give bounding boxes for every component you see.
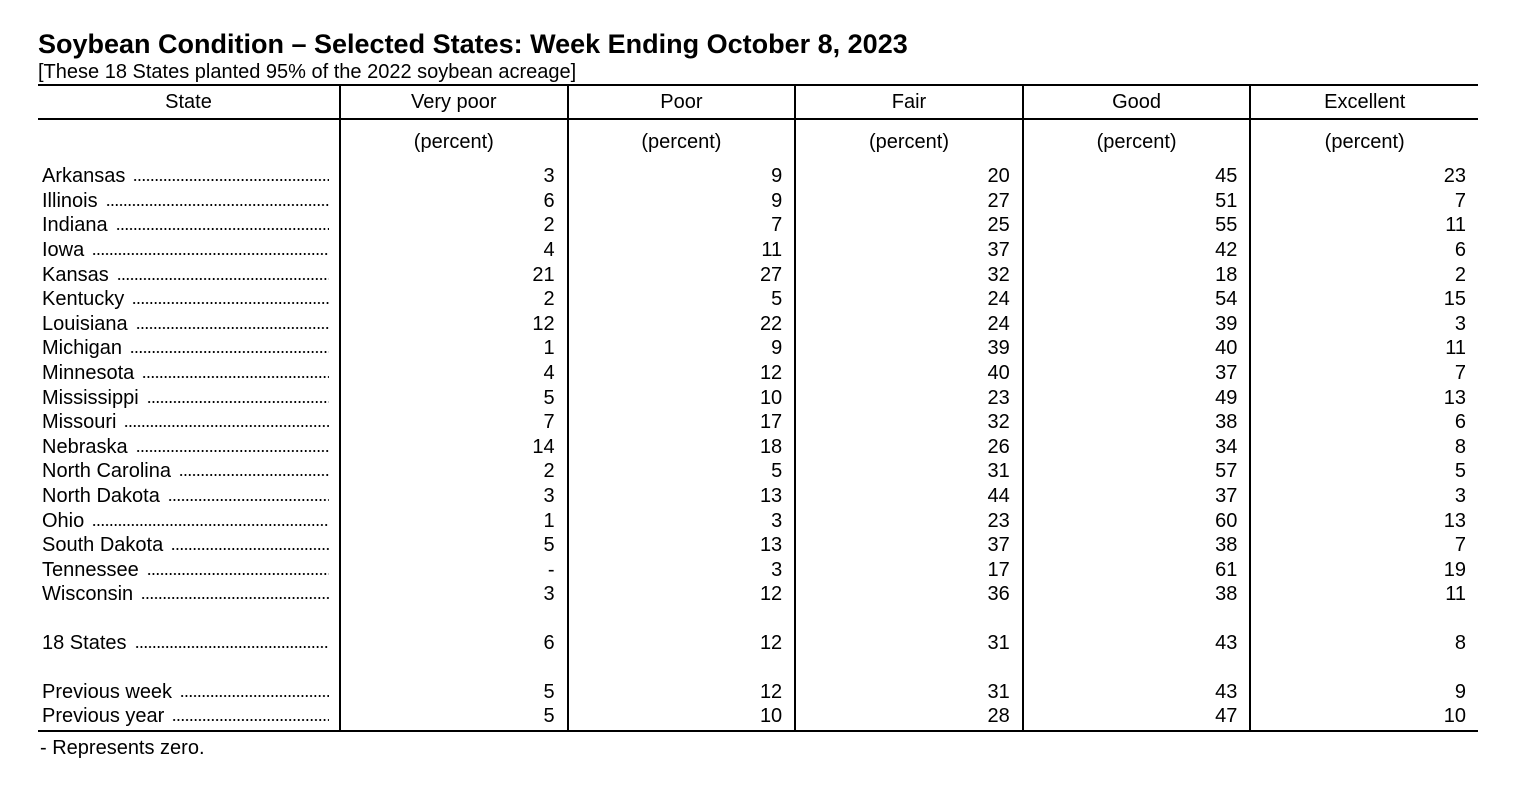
table-row [38, 533, 1478, 558]
cell-excellent: 3 [1250, 484, 1478, 509]
footnote: - Represents zero. [40, 737, 205, 760]
row-label: North Carolina [42, 460, 171, 483]
cell-fair: 32 [795, 410, 1023, 435]
table-row [38, 336, 1478, 361]
table-body [38, 164, 1478, 731]
cell-excellent: 23 [1250, 164, 1478, 189]
row-label: Ohio [42, 509, 85, 532]
cell-fair: 37 [795, 238, 1023, 263]
cell-good: 37 [1023, 361, 1251, 386]
cell-good: 55 [1023, 213, 1251, 238]
cell-good: 54 [1023, 287, 1251, 312]
row-label: Previous year [42, 705, 165, 728]
dot-leader [147, 400, 329, 404]
table-row [38, 459, 1478, 484]
cell-fair: 36 [795, 582, 1023, 607]
cell-poor: 5 [568, 287, 796, 312]
table-row [38, 508, 1478, 533]
cell-good: 61 [1023, 558, 1251, 583]
cell-very-poor: 2 [340, 459, 568, 484]
cell-poor: 5 [568, 459, 796, 484]
cell-excellent: 13 [1250, 385, 1478, 410]
table-row [38, 385, 1478, 410]
cell-poor: 12 [568, 582, 796, 607]
table-row [38, 484, 1478, 509]
cell-fair: 23 [795, 508, 1023, 533]
dot-leader [135, 645, 329, 649]
cell-excellent: 7 [1250, 189, 1478, 214]
table-row [38, 287, 1478, 312]
cell-poor: 27 [568, 262, 796, 287]
cell-fair: 27 [795, 189, 1023, 214]
cell-poor: 9 [568, 189, 796, 214]
table-row [38, 164, 1478, 189]
cell-very-poor: 6 [340, 189, 568, 214]
cell-fair: 37 [795, 533, 1023, 558]
condition-table [38, 84, 1478, 732]
comparison-row [38, 704, 1478, 732]
table-row [38, 238, 1478, 263]
cell-good: 39 [1023, 312, 1251, 337]
cell-fair: 24 [795, 312, 1023, 337]
dot-leader [171, 547, 329, 551]
cell-very-poor: 2 [340, 287, 568, 312]
header-row [38, 85, 1478, 119]
cell-good: 45 [1023, 164, 1251, 189]
row-label: Nebraska [42, 435, 128, 458]
cell-good: 43 [1023, 679, 1251, 704]
dot-leader [141, 596, 329, 600]
cell-fair: 31 [795, 679, 1023, 704]
cell-very-poor: 3 [340, 484, 568, 509]
cell-good: 42 [1023, 238, 1251, 263]
cell-fair: 20 [795, 164, 1023, 189]
cell-excellent: 15 [1250, 287, 1478, 312]
cell-fair: 26 [795, 435, 1023, 460]
cell-excellent: 7 [1250, 361, 1478, 386]
dot-leader [92, 523, 329, 527]
cell-poor: 9 [568, 336, 796, 361]
table-row [38, 312, 1478, 337]
row-label: Michigan [42, 337, 123, 360]
dot-leader [179, 473, 329, 477]
cell-good: 38 [1023, 533, 1251, 558]
cell-fair: 23 [795, 385, 1023, 410]
cell-very-poor: 7 [340, 410, 568, 435]
row-label: Wisconsin [42, 583, 134, 606]
cell-good: 38 [1023, 410, 1251, 435]
column-header-poor: Poor [568, 85, 796, 119]
total-row [38, 631, 1478, 656]
column-header-very-poor: Very poor [340, 85, 568, 119]
dot-leader [180, 694, 329, 698]
cell-good: 40 [1023, 336, 1251, 361]
cell-fair: 32 [795, 262, 1023, 287]
units-row [38, 119, 1478, 164]
row-label: Kansas [42, 263, 109, 286]
cell-fair: 39 [795, 336, 1023, 361]
row-label: Mississippi [42, 386, 139, 409]
row-label: Minnesota [42, 362, 135, 385]
row-label: Indiana [42, 214, 108, 237]
cell-very-poor: 12 [340, 312, 568, 337]
cell-good: 57 [1023, 459, 1251, 484]
column-header-state: State [38, 85, 340, 119]
cell-poor: 12 [568, 631, 796, 656]
dot-leader [92, 252, 329, 256]
row-label: Louisiana [42, 312, 128, 335]
cell-excellent: 19 [1250, 558, 1478, 583]
cell-excellent: 3 [1250, 312, 1478, 337]
cell-fair: 40 [795, 361, 1023, 386]
dot-leader [130, 350, 329, 354]
row-label: Kentucky [42, 288, 125, 311]
cell-fair: 24 [795, 287, 1023, 312]
dot-leader [132, 301, 329, 305]
cell-poor: 13 [568, 484, 796, 509]
cell-excellent: 7 [1250, 533, 1478, 558]
cell-good: 43 [1023, 631, 1251, 656]
cell-excellent: 11 [1250, 213, 1478, 238]
unit-label: (percent) [568, 119, 796, 164]
dot-leader [106, 203, 329, 207]
page-title: Soybean Condition – Selected States: Week Ending October 8, 2023 [38, 29, 908, 59]
cell-excellent: 11 [1250, 582, 1478, 607]
cell-poor: 7 [568, 213, 796, 238]
cell-good: 60 [1023, 508, 1251, 533]
cell-fair: 44 [795, 484, 1023, 509]
spacer-row [38, 607, 1478, 631]
row-label: Previous week [42, 680, 173, 703]
dot-leader [133, 178, 329, 182]
cell-poor: 10 [568, 385, 796, 410]
cell-excellent: 9 [1250, 679, 1478, 704]
cell-excellent: 10 [1250, 704, 1478, 732]
table-row [38, 361, 1478, 386]
dot-leader [172, 718, 329, 722]
table-row [38, 558, 1478, 583]
cell-very-poor: 21 [340, 262, 568, 287]
cell-very-poor: 5 [340, 679, 568, 704]
dot-leader [147, 572, 329, 576]
cell-good: 47 [1023, 704, 1251, 732]
unit-label: (percent) [1250, 119, 1478, 164]
cell-very-poor: 14 [340, 435, 568, 460]
row-label: Illinois [42, 189, 98, 212]
cell-very-poor: 5 [340, 533, 568, 558]
cell-very-poor: 3 [340, 164, 568, 189]
table-row [38, 410, 1478, 435]
dot-leader [116, 227, 329, 231]
cell-fair: 31 [795, 631, 1023, 656]
cell-good: 34 [1023, 435, 1251, 460]
cell-poor: 18 [568, 435, 796, 460]
cell-very-poor: 1 [340, 336, 568, 361]
report-page [38, 28, 1478, 760]
cell-fair: 25 [795, 213, 1023, 238]
spacer-row [38, 655, 1478, 679]
cell-poor: 3 [568, 558, 796, 583]
table-row [38, 189, 1478, 214]
cell-very-poor: 5 [340, 704, 568, 732]
column-header-fair: Fair [795, 85, 1023, 119]
cell-very-poor: 1 [340, 508, 568, 533]
cell-very-poor: 4 [340, 361, 568, 386]
cell-poor: 11 [568, 238, 796, 263]
column-header-excellent: Excellent [1250, 85, 1478, 119]
cell-poor: 13 [568, 533, 796, 558]
cell-very-poor: - [340, 558, 568, 583]
dot-leader [124, 424, 329, 428]
cell-excellent: 11 [1250, 336, 1478, 361]
row-label: Missouri [42, 411, 117, 434]
dot-leader [117, 277, 329, 281]
table-row [38, 213, 1478, 238]
row-label: Iowa [42, 239, 85, 262]
cell-very-poor: 5 [340, 385, 568, 410]
cell-fair: 31 [795, 459, 1023, 484]
cell-fair: 17 [795, 558, 1023, 583]
cell-very-poor: 4 [340, 238, 568, 263]
cell-excellent: 8 [1250, 631, 1478, 656]
row-label: North Dakota [42, 485, 160, 508]
unit-label: (percent) [340, 119, 568, 164]
cell-poor: 22 [568, 312, 796, 337]
cell-excellent: 13 [1250, 508, 1478, 533]
unit-label: (percent) [795, 119, 1023, 164]
table-row [38, 435, 1478, 460]
row-label: South Dakota [42, 534, 164, 557]
cell-poor: 17 [568, 410, 796, 435]
cell-good: 38 [1023, 582, 1251, 607]
cell-poor: 10 [568, 704, 796, 732]
page-subtitle: [These 18 States planted 95% of the 2022 soybean acreage] [38, 61, 577, 83]
cell-good: 51 [1023, 189, 1251, 214]
cell-excellent: 6 [1250, 410, 1478, 435]
dot-leader [136, 326, 329, 330]
unit-label: (percent) [1023, 119, 1251, 164]
row-label: Arkansas [42, 165, 126, 188]
cell-excellent: 2 [1250, 262, 1478, 287]
dot-leader [168, 498, 329, 502]
cell-poor: 12 [568, 679, 796, 704]
table-row [38, 262, 1478, 287]
cell-poor: 12 [568, 361, 796, 386]
cell-very-poor: 3 [340, 582, 568, 607]
cell-poor: 9 [568, 164, 796, 189]
cell-good: 49 [1023, 385, 1251, 410]
dot-leader [136, 449, 329, 453]
table-row [38, 582, 1478, 607]
cell-poor: 3 [568, 508, 796, 533]
cell-very-poor: 6 [340, 631, 568, 656]
dot-leader [142, 375, 329, 379]
comparison-row [38, 679, 1478, 704]
row-label: 18 States [42, 631, 127, 654]
cell-excellent: 8 [1250, 435, 1478, 460]
cell-excellent: 5 [1250, 459, 1478, 484]
row-label: Tennessee [42, 558, 139, 581]
cell-very-poor: 2 [340, 213, 568, 238]
cell-excellent: 6 [1250, 238, 1478, 263]
column-header-good: Good [1023, 85, 1251, 119]
cell-good: 37 [1023, 484, 1251, 509]
cell-good: 18 [1023, 262, 1251, 287]
cell-fair: 28 [795, 704, 1023, 732]
